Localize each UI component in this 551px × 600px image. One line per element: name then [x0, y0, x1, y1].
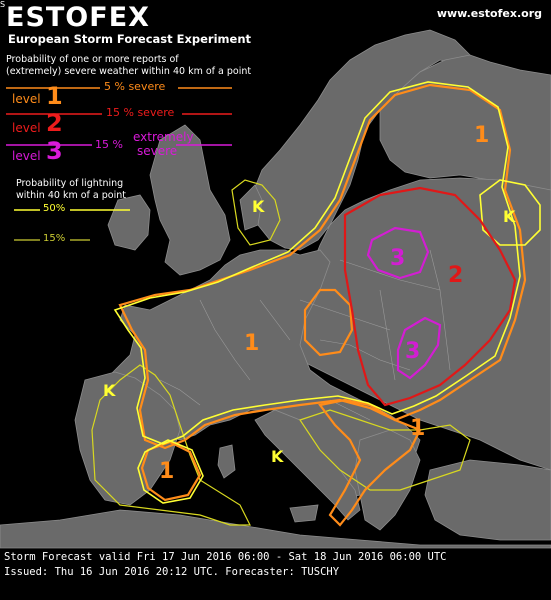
map-level2-label: 2: [448, 263, 464, 288]
map-lightning-label: K: [103, 381, 116, 400]
legend-reports-heading-line1: Probability of one or more reports of: [6, 54, 179, 65]
map-level1-label: 1: [159, 459, 175, 484]
corner-mark: S: [0, 0, 6, 9]
map-level3-label: 3: [405, 339, 421, 364]
legend-level1-percent: 5 % severe: [104, 80, 166, 93]
legend-lightning15-percent: 15%: [43, 233, 66, 244]
legend-lightning-heading-line1: Probability of lightning: [16, 178, 124, 189]
legend-lightning50-percent: 50%: [43, 203, 66, 214]
legend-level3-percent-severe: severe: [137, 144, 178, 158]
subtitle: European Storm Forecast Experiment: [8, 32, 252, 46]
legend-level3-percent: 15 %: [95, 138, 123, 151]
legend-level2-number: 2: [46, 109, 63, 137]
legend-reports-heading-line2: (extremely) severe weather within 40 km of a point: [6, 66, 252, 77]
legend-level3-word: level: [12, 149, 41, 163]
map-level1-label: 1: [410, 416, 426, 441]
legend-lightning-heading: [16, 178, 126, 202]
legend-level2-percent: 15 % severe: [106, 106, 175, 119]
map-lightning-label: K: [252, 197, 265, 216]
map-level1-label: 1: [244, 331, 260, 356]
legend-reports-heading: [6, 54, 251, 78]
sicily-land: [290, 505, 318, 522]
legend-level2-word: level: [12, 121, 41, 135]
forecast-valid-line: Storm Forecast valid Fri 17 Jun 2016 06:00 - Sat 18 Jun 2016 06:00 UTC: [4, 551, 447, 563]
estofex-title: ESTOFEX: [6, 2, 150, 33]
map-lightning-label: K: [503, 207, 516, 226]
legend-level3-number: 3: [46, 137, 63, 165]
map-level1-label: 1: [474, 123, 490, 148]
forecast-issued-line: Issued: Thu 16 Jun 2016 20:12 UTC. Forecaster: TUSCHY: [4, 566, 340, 578]
legend-level1-word: level: [12, 92, 41, 106]
legend-level1-number: 1: [46, 82, 63, 110]
legend-level3-percent-extremely: extremely: [133, 130, 194, 144]
map-lightning-label: K: [271, 447, 284, 466]
legend-lightning-heading-line2: within 40 km of a point: [16, 190, 126, 201]
website-link[interactable]: www.estofex.org: [436, 7, 542, 20]
map-level3-label: 3: [390, 246, 406, 271]
